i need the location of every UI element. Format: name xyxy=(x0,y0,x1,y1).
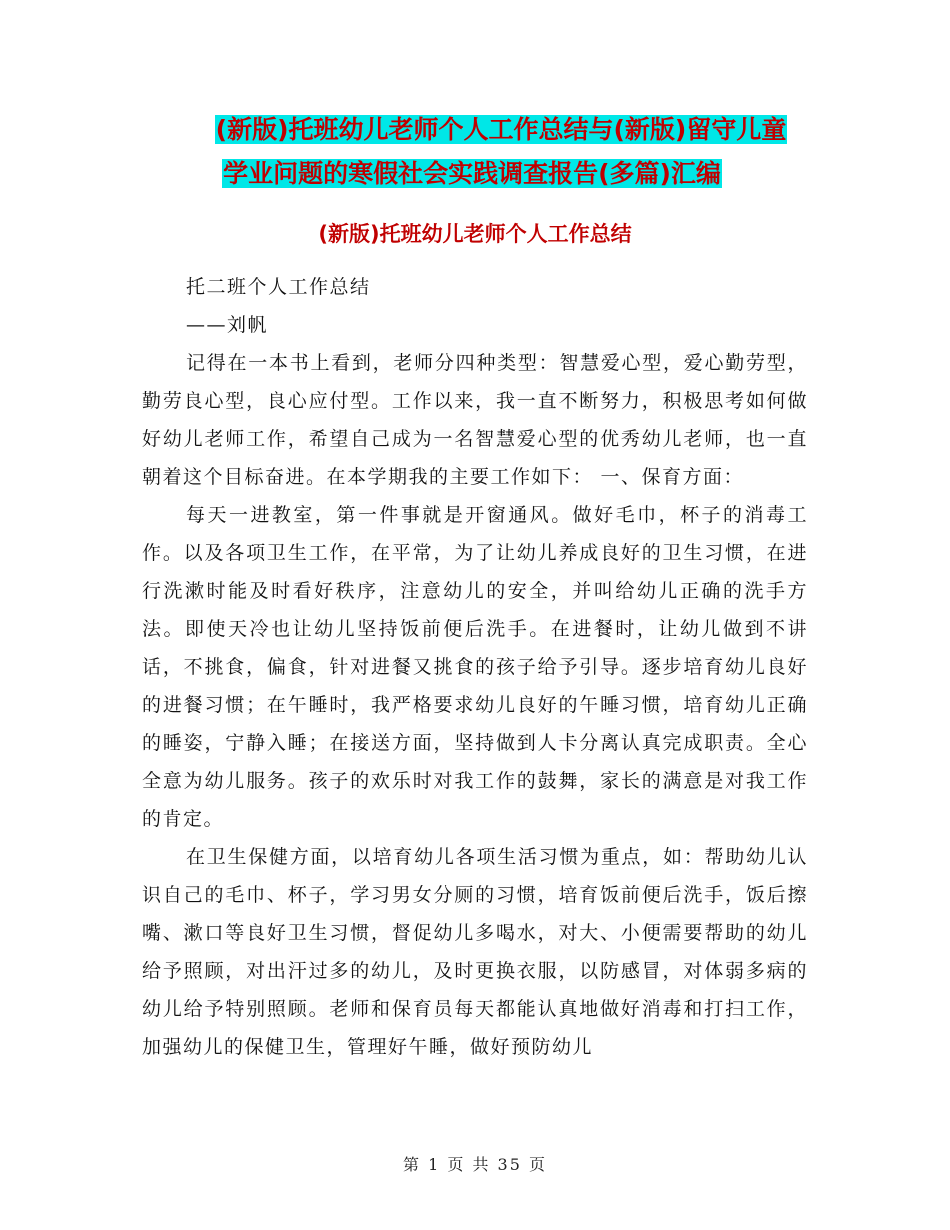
subtitle: 托二班个人工作总结 xyxy=(186,276,371,298)
document-title-line-1: (新版)托班幼儿老师个人工作总结与(新版)留守儿童 xyxy=(215,115,787,144)
paragraph-1: 记得在一本书上看到，老师分四种类型：智慧爱心型，爱心勤劳型，勤劳良心型，良心应付型。工作以来，我一直不断努力，积极思考如何做好幼儿老师工作，希望自己成为一名智慧爱心型的优秀幼儿老师，也一直朝着这个目标奋进。在本学期我的主要工作如下： 一、保育方面： xyxy=(142,352,808,488)
paragraph-3: 在卫生保健方面，以培育幼儿各项生活习惯为重点，如：帮助幼儿认识自己的毛巾、杯子，学习男女分厕的习惯，培育饭前便后洗手，饭后擦嘴、漱口等良好卫生习惯，督促幼儿多喝水，对大、小便需要帮助的幼儿给予照顾，对出汗过多的幼儿，及时更换衣服，以防感冒，对体弱多病的幼儿给予特别照顾。老师和保育员每天都能认真地做好消毒和打扫工作，加强幼儿的保健卫生，管理好午睡，做好预防幼儿 xyxy=(142,846,808,1058)
page-footer: 第 1 页 共 35 页 xyxy=(403,1155,547,1174)
document-title xyxy=(0,108,950,196)
paragraph-2: 每天一进教室，第一件事就是开窗通风。做好毛巾，杯子的消毒工作。以及各项卫生工作，在平常，为了让幼儿养成良好的卫生习惯，在进行洗漱时能及时看好秩序，注意幼儿的安全，并叫给幼儿正确的洗手方法。即使天冷也让幼儿坚持饭前便后洗手。在进餐时，让幼儿做到不讲话，不挑食，偏食，针对进餐又挑食的孩子给予引导。逐步培育幼儿良好的进餐习惯；在午睡时，我严格要求幼儿良好的午睡习惯，培育幼儿正确的睡姿，宁静入睡；在接送方面，坚持做到人卡分离认真完成职责。全心全意为幼儿服务。孩子的欢乐时对我工作的鼓舞，家长的满意是对我工作的肯定。 xyxy=(142,504,808,830)
document-body xyxy=(142,268,808,1066)
document-title-line-2: 学业问题的寒假社会实践调查报告(多篇)汇编 xyxy=(223,159,721,188)
author-line: ——刘帆 xyxy=(186,314,269,336)
section-title: (新版)托班幼儿老师个人工作总结 xyxy=(318,222,632,246)
